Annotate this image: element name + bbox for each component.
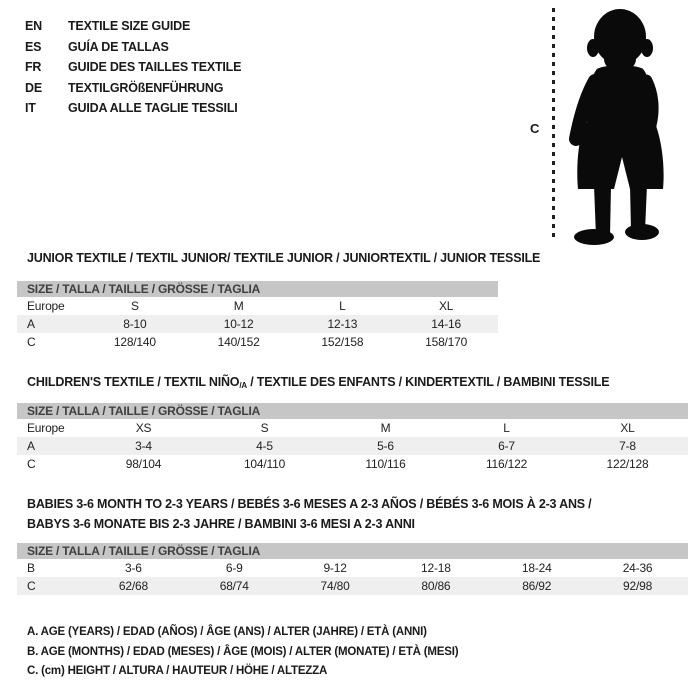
table-cell: 4-5 xyxy=(256,439,273,453)
lang-row-de xyxy=(25,78,241,99)
table-cell: 86/92 xyxy=(522,579,552,593)
table-cell: A xyxy=(27,439,35,453)
table-cell: 92/98 xyxy=(623,579,653,593)
table-cell: 152/158 xyxy=(321,335,364,349)
lang-label: GUÍA DE TALLAS xyxy=(68,39,169,54)
babies-table-rows xyxy=(17,559,688,595)
legend-footnotes xyxy=(27,623,458,682)
table-cell: 110/116 xyxy=(365,457,406,471)
table-cell: XS xyxy=(135,421,152,435)
table-cell: M xyxy=(233,299,244,313)
table-row xyxy=(17,333,498,351)
table-cell: 140/152 xyxy=(217,335,260,349)
table-row xyxy=(17,455,688,473)
table-cell: 14-16 xyxy=(431,317,461,331)
table-cell: 80/86 xyxy=(421,579,451,593)
lang-row-it xyxy=(25,98,241,119)
table-cell: C xyxy=(27,579,36,593)
table-cell: 98/104 xyxy=(125,457,162,471)
lang-label: TEXTILE SIZE GUIDE xyxy=(68,19,191,33)
lang-row-en xyxy=(25,16,241,37)
table-cell: XL xyxy=(620,421,635,435)
table-cell: Europe xyxy=(27,299,65,313)
table-cell: B xyxy=(27,561,35,575)
table-cell: 158/170 xyxy=(425,335,468,349)
table-row xyxy=(17,419,688,437)
table-cell: 10-12 xyxy=(223,317,254,331)
table-cell: L xyxy=(503,421,510,435)
table-cell: 9-12 xyxy=(323,561,347,575)
section-title-babies xyxy=(27,494,627,534)
table-cell: 7-8 xyxy=(619,439,636,453)
language-header xyxy=(25,16,241,119)
table-cell: 3-4 xyxy=(135,439,152,453)
table-cell: M xyxy=(380,421,391,435)
lang-row-es xyxy=(25,37,241,58)
table-cell: 68/74 xyxy=(219,579,249,593)
table-cell: 6-7 xyxy=(498,439,515,453)
babies-title-line1: BABIES 3-6 MONTH TO 2-3 YEARS / BEBÉS 3-6 MESES A 2-3 AÑOS / BÉBÉS 3-6 MOIS À 2-3 ANS / xyxy=(27,497,592,511)
table-cell: S xyxy=(260,421,269,435)
table-cell: 8-10 xyxy=(123,317,147,331)
lang-code: ES xyxy=(25,39,42,54)
height-dotted-line xyxy=(552,8,555,242)
table-cell: C xyxy=(27,457,36,471)
size-bar-children: SIZE / TALLA / TAILLE / GRÖSSE / TAGLIA xyxy=(17,403,688,419)
lang-label: GUIDE DES TAILLES TEXTILE xyxy=(68,60,242,74)
children-title-pre: CHILDREN'S TEXTILE / TEXTIL NIÑO xyxy=(27,375,240,389)
table-cell: 6-9 xyxy=(225,561,243,575)
table-cell: L xyxy=(339,299,346,313)
footnote-a: A. AGE (YEARS) / EDAD (AÑOS) / ÂGE (ANS) / ALTER (JAHRE) / ETÀ (ANNI) xyxy=(27,626,427,638)
table-cell: 12-13 xyxy=(327,317,358,331)
section-title-children xyxy=(27,375,609,390)
table-cell: 62/68 xyxy=(118,579,148,593)
children-title-subscript: /A xyxy=(239,381,247,390)
toddler-silhouette-image xyxy=(556,5,688,245)
table-cell: 104/110 xyxy=(243,457,286,471)
table-cell: 12-18 xyxy=(421,561,451,575)
children-title-post: / TEXTILE DES ENFANTS / KINDERTEXTIL / BAMBINI TESSILE xyxy=(246,375,610,389)
section-title-junior: JUNIOR TEXTILE / TEXTIL JUNIOR/ TEXTILE JUNIOR / JUNIORTEXTIL / JUNIOR TESSILE xyxy=(27,251,541,265)
table-row xyxy=(17,315,498,333)
lang-code: IT xyxy=(25,101,36,115)
size-bar-babies: SIZE / TALLA / TAILLE / GRÖSSE / TAGLIA xyxy=(17,543,688,559)
lang-label: GUIDA ALLE TAGLIE TESSILI xyxy=(68,101,238,115)
table-cell: 3-6 xyxy=(125,561,142,575)
table-cell: 122/128 xyxy=(606,457,649,471)
table-cell: 18-24 xyxy=(521,561,552,575)
table-cell: 128/140 xyxy=(113,335,156,349)
footnote-c: C. (cm) HEIGHT / ALTURA / HAUTEUR / HÖHE / ALTEZZA xyxy=(27,665,328,677)
lang-row-fr xyxy=(25,57,241,78)
junior-table-rows xyxy=(17,297,498,351)
children-table-rows xyxy=(17,419,688,473)
footnote-b: B. AGE (MONTHS) / EDAD (MESES) / ÂGE (MOIS) / ALTER (MONATE) / ETÀ (MESI) xyxy=(27,645,459,658)
table-cell: XL xyxy=(438,299,454,313)
table-cell: S xyxy=(130,299,139,313)
lang-label: TEXTILGRÖßENFÜHRUNG xyxy=(68,80,224,95)
babies-size-table xyxy=(17,543,688,595)
table-cell: Europe xyxy=(27,421,65,435)
size-bar-junior: SIZE / TALLA / TAILLE / GRÖSSE / TAGLIA xyxy=(17,281,498,297)
lang-code: EN xyxy=(25,19,42,33)
babies-title-line2: BABYS 3-6 MONATE BIS 2-3 JAHRE / BAMBINI 3-6 MESI A 2-3 ANNI xyxy=(27,517,415,531)
junior-size-table xyxy=(17,281,498,351)
children-size-table xyxy=(17,403,688,473)
table-row xyxy=(17,559,688,577)
table-cell: 116/122 xyxy=(485,457,528,471)
table-cell: 74/80 xyxy=(320,579,350,593)
table-cell: 5-6 xyxy=(377,439,394,453)
table-cell: A xyxy=(27,317,35,331)
lang-code: DE xyxy=(25,80,42,95)
table-row xyxy=(17,297,498,315)
table-cell: 24-36 xyxy=(622,561,653,575)
height-measure-label: C xyxy=(530,121,540,136)
table-row xyxy=(17,577,688,595)
table-cell: C xyxy=(27,335,36,349)
lang-code: FR xyxy=(25,60,42,74)
table-row xyxy=(17,437,688,455)
